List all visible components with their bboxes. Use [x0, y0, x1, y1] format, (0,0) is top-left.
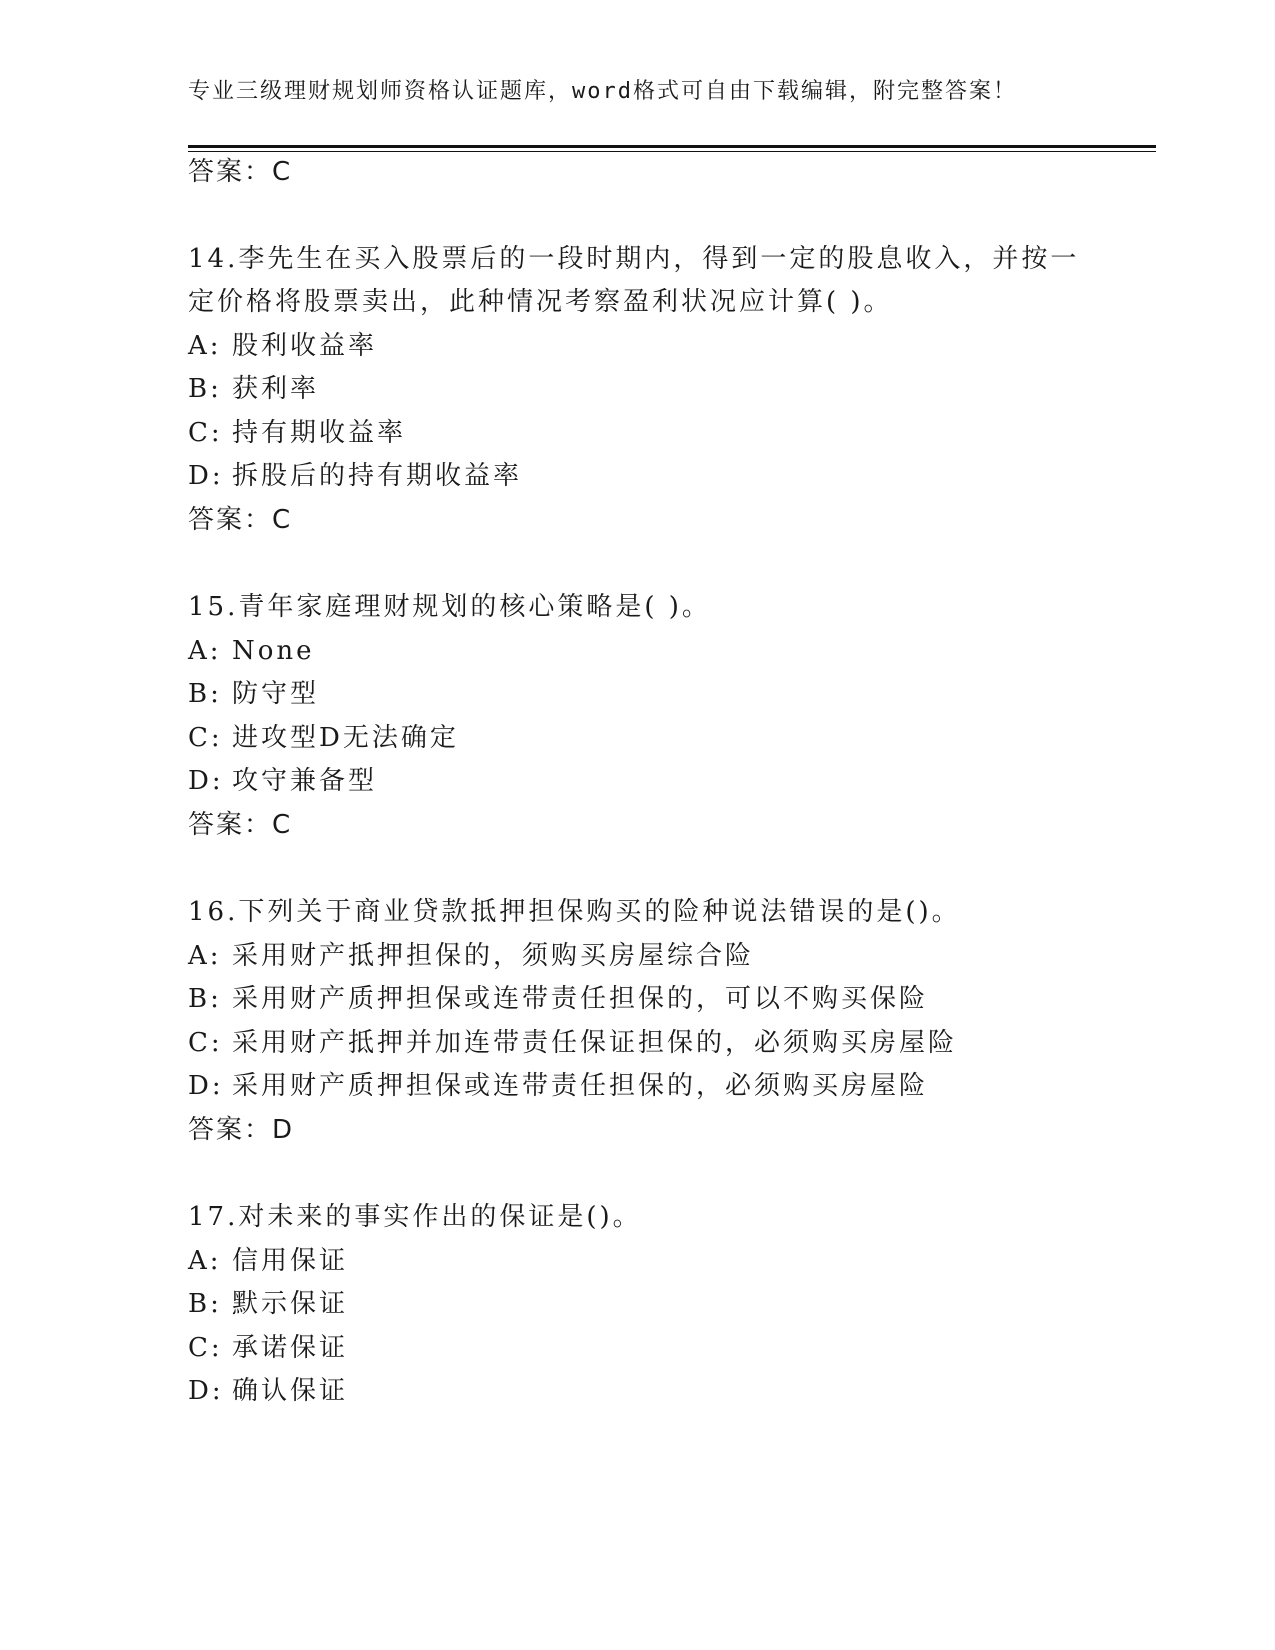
- option-key: D:: [188, 766, 224, 796]
- option-key: B:: [188, 374, 222, 404]
- question-17-option-d: [188, 1375, 348, 1407]
- option-text: 信用保证: [232, 1246, 349, 1276]
- option-key: A:: [188, 941, 222, 971]
- answer-13: 答案：C: [188, 157, 293, 187]
- option-text: 获利率: [232, 374, 320, 404]
- question-14-option-d: [188, 460, 522, 492]
- option-text: 拆股后的持有期收益率: [232, 461, 523, 491]
- option-key: C:: [188, 1028, 223, 1058]
- option-key: C:: [188, 723, 223, 753]
- question-15-option-d: [188, 765, 377, 797]
- option-text: 采用财产质押担保或连带责任担保的，可以不购买保险: [232, 984, 929, 1014]
- option-text: 攻守兼备型: [232, 766, 378, 796]
- question-14-option-a: [188, 330, 377, 362]
- question-14-line-2: 定价格将股票卖出，此种情况考察盈利状况应计算( )。: [188, 287, 893, 317]
- answer-15: 答案：C: [188, 810, 293, 840]
- option-key: D:: [188, 1071, 224, 1101]
- option-key: A:: [188, 331, 222, 361]
- option-key: C:: [188, 418, 223, 448]
- header-rule-thin: [188, 151, 1156, 152]
- question-17-option-b: [188, 1288, 348, 1320]
- question-16-option-d: [188, 1070, 928, 1102]
- option-key: B:: [188, 679, 222, 709]
- answer-16: 答案：D: [188, 1115, 295, 1145]
- option-text: 承诺保证: [232, 1333, 349, 1363]
- option-text: 采用财产抵押并加连带责任保证担保的，必须购买房屋险: [232, 1028, 958, 1058]
- question-14-option-c: [188, 417, 406, 449]
- option-key: B:: [188, 1289, 222, 1319]
- question-17-line-1: 17.对未来的事实作出的保证是()。: [188, 1202, 642, 1232]
- option-text: 采用财产抵押担保的，须购买房屋综合险: [232, 941, 755, 971]
- option-key: A:: [188, 1246, 222, 1276]
- question-16-option-c: [188, 1027, 957, 1059]
- option-key: A:: [188, 636, 222, 666]
- question-15-line-1: 15.青年家庭理财规划的核心策略是( )。: [188, 592, 711, 622]
- option-text: 防守型: [232, 679, 320, 709]
- option-text: 采用财产质押担保或连带责任担保的，必须购买房屋险: [232, 1071, 929, 1101]
- question-14-option-b: [188, 373, 319, 405]
- option-text: 持有期收益率: [232, 418, 407, 448]
- question-16-option-b: [188, 983, 928, 1015]
- question-15-option-b: [188, 678, 319, 710]
- option-text: None: [232, 636, 315, 666]
- option-text: 股利收益率: [232, 331, 378, 361]
- header-rule-thick: [188, 145, 1156, 148]
- question-15-option-c: [188, 722, 459, 754]
- question-17-option-c: [188, 1332, 348, 1364]
- option-key: D:: [188, 461, 224, 491]
- question-16-option-a: [188, 940, 754, 972]
- option-text: 默示保证: [232, 1289, 349, 1319]
- page-header: 专业三级理财规划师资格认证题库，word格式可自由下载编辑，附完整答案！: [188, 79, 1017, 104]
- option-text: 确认保证: [232, 1376, 349, 1406]
- option-key: B:: [188, 984, 222, 1014]
- question-17-option-a: [188, 1245, 348, 1277]
- question-14-line-1: 14.李先生在买入股票后的一段时期内，得到一定的股息收入，并按一: [188, 244, 1080, 274]
- answer-14: 答案：C: [188, 505, 293, 535]
- option-key: C:: [188, 1333, 223, 1363]
- option-text: 进攻型D无法确定: [232, 723, 459, 753]
- question-16-line-1: 16.下列关于商业贷款抵押担保购买的险种说法错误的是()。: [188, 897, 961, 927]
- question-15-option-a: [188, 635, 315, 667]
- option-key: D:: [188, 1376, 224, 1406]
